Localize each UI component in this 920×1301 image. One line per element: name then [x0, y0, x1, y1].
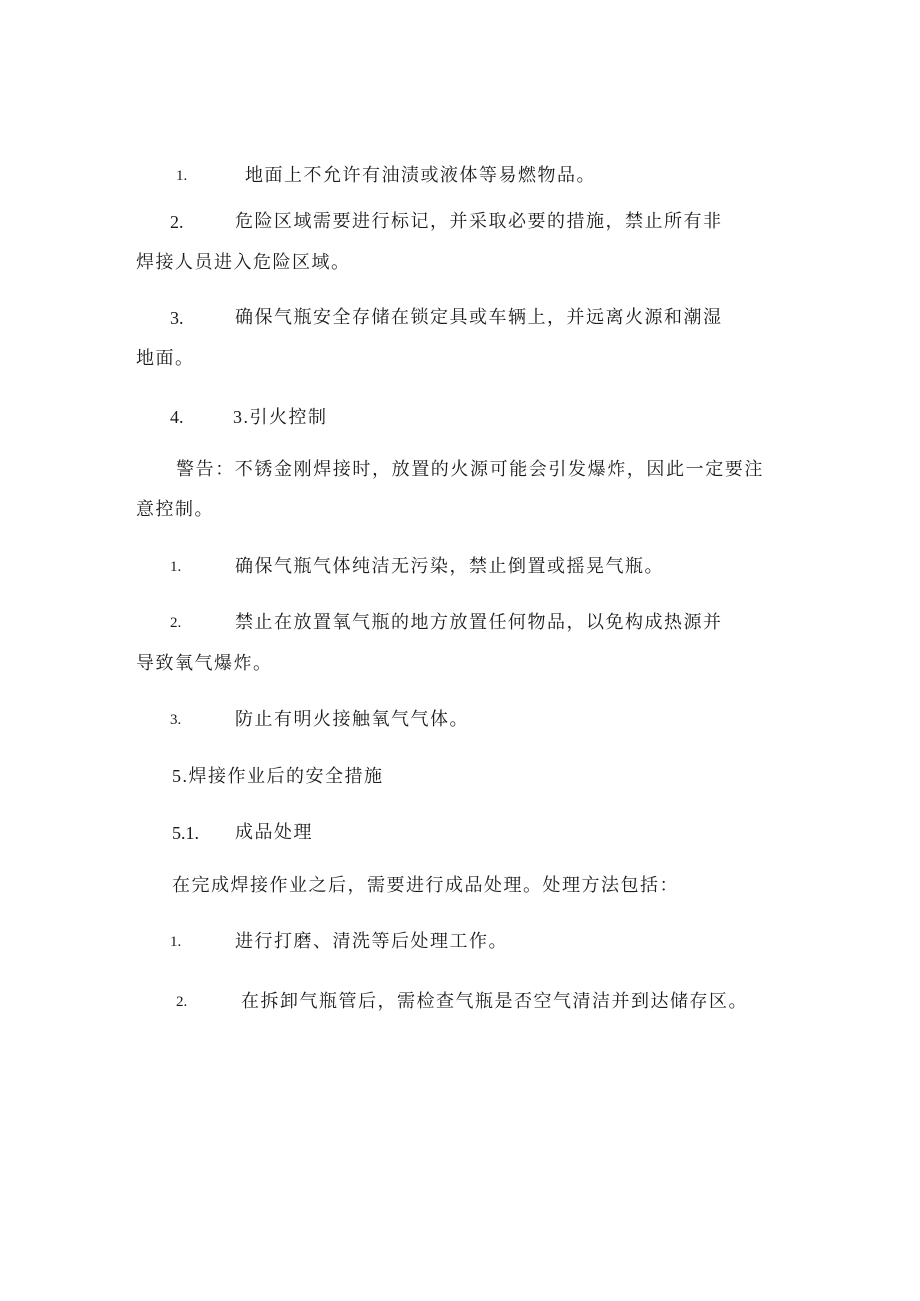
paragraph-text: 在完成焊接作业之后，需要进行成品处理。处理方法包括：: [172, 875, 679, 896]
list-item-text: 确保气瓶安全存储在锁定具或车辆上，并远离火源和潮湿: [235, 307, 723, 328]
list-item-text: 地面上不允许有油渍或液体等易燃物品。: [245, 165, 596, 186]
list-number: 2.: [176, 994, 188, 1010]
section-number: 5.: [172, 766, 189, 786]
list-item-heading: [233, 405, 328, 430]
list-number: 1.: [170, 559, 182, 575]
list-number: 2.: [170, 212, 184, 232]
list-item-continuation: 导致氧气爆炸。: [136, 653, 273, 674]
heading-number: 3.: [233, 407, 250, 427]
section-heading: [172, 764, 384, 789]
list-item-text: 确保气瓶气体纯洁无污染，禁止倒置或摇晃气瓶。: [235, 556, 664, 577]
subsection-number: 5.1.: [172, 823, 199, 843]
list-number: 2.: [170, 615, 182, 631]
list-number: 3.: [170, 712, 182, 728]
warning-continuation: 意控制。: [136, 499, 214, 520]
list-item-text: 进行打磨、清洗等后处理工作。: [235, 931, 508, 952]
list-item-text: 防止有明火接触氧气气体。: [235, 709, 469, 730]
list-number: 3.: [170, 308, 184, 328]
heading-text: 引火控制: [249, 407, 328, 428]
list-item-text: 禁止在放置氧气瓶的地方放置任何物品，以免构成热源并: [235, 612, 723, 633]
list-item-continuation: 地面。: [136, 348, 195, 369]
list-number: 1.: [176, 168, 188, 184]
list-item-text: 危险区域需要进行标记，并采取必要的措施，禁止所有非: [235, 211, 723, 232]
list-number: 4.: [170, 407, 184, 427]
list-number: 1.: [170, 934, 182, 950]
subsection-title: 成品处理: [235, 822, 313, 843]
list-item-continuation: 焊接人员进入危险区域。: [136, 252, 351, 273]
list-item-text: 在拆卸气瓶管后，需检查气瓶是否空气清洁并到达储存区。: [241, 991, 748, 1012]
warning-text: 警告：不锈金刚焊接时，放置的火源可能会引发爆炸，因此一定要注: [176, 459, 764, 480]
section-title: 焊接作业后的安全措施: [188, 766, 384, 787]
